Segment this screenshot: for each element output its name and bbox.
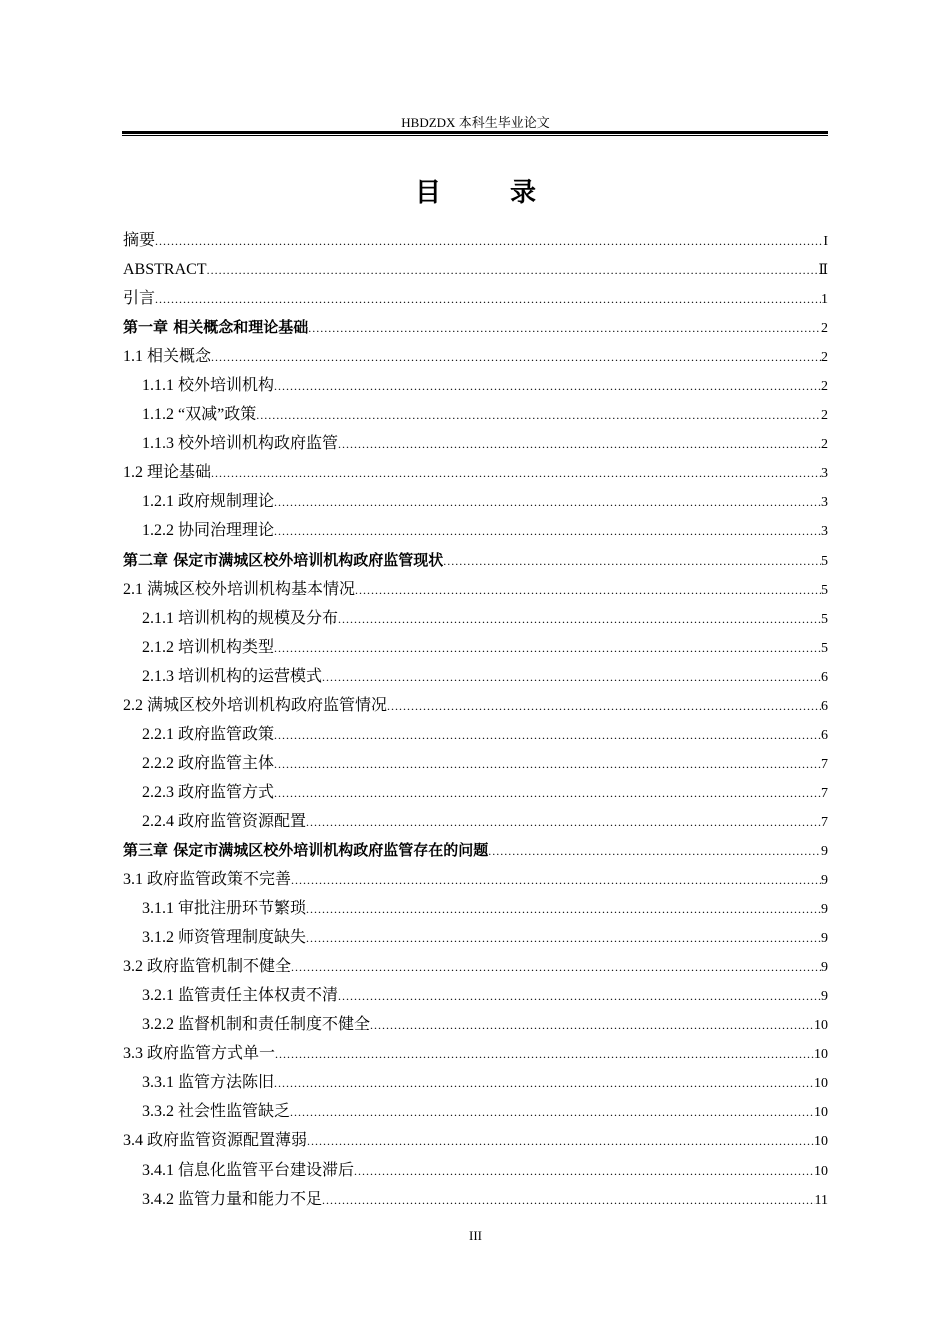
toc-entry-page: 6: [821, 698, 828, 714]
dot-leader: [155, 285, 821, 314]
dot-leader: [275, 1040, 814, 1069]
toc-entry-page: 7: [821, 756, 828, 772]
toc-entry[interactable]: [123, 371, 828, 400]
toc-entry-label: 1.1 相关概念: [123, 348, 212, 366]
page-number: III: [469, 1228, 482, 1243]
toc-entry[interactable]: [123, 487, 828, 516]
dot-leader: [306, 895, 821, 924]
toc-entry-label: 2.2.1 政府监管政策: [142, 725, 275, 743]
toc-entry-label: 3.3.1 监管方法陈旧: [142, 1074, 275, 1092]
toc-entry[interactable]: [123, 865, 828, 894]
toc-entry[interactable]: [123, 749, 828, 778]
toc-entry-label: 2.2.2 政府监管主体: [142, 754, 275, 772]
toc-entry-label: 1.1.2 “双减”政策: [142, 406, 257, 424]
toc-entry[interactable]: [123, 546, 828, 575]
toc-entry[interactable]: [123, 575, 828, 604]
toc-entry-label: 1.2.2 协同治理理论: [142, 522, 275, 540]
toc-entry-label: 3.2 政府监管机制不健全: [123, 958, 292, 976]
toc-entry-label: 3.3.2 社会性监管缺乏: [142, 1103, 291, 1121]
toc-entry-label: 3.1 政府监管政策不完善: [123, 871, 292, 889]
toc-entry[interactable]: [123, 400, 828, 429]
toc-entry-page: 9: [821, 843, 828, 859]
toc-entry[interactable]: [123, 604, 828, 633]
toc-entry-label: 摘要: [123, 232, 156, 249]
toc-entry-label: 1.2 理论基础: [123, 464, 212, 482]
toc-entry-label: 2.1.1 培训机构的规模及分布: [142, 609, 339, 627]
toc-entry-page: 7: [821, 785, 828, 801]
dot-leader: [256, 401, 821, 430]
toc-entry[interactable]: [123, 1126, 828, 1155]
toc-entry-label: 3.4.2 监管力量和能力不足: [142, 1190, 323, 1208]
dot-leader: [443, 547, 821, 576]
toc-entry-page: 9: [821, 873, 828, 889]
toc-entry-label: 第三章 保定市满城区校外培训机构政府监管存在的问题: [123, 840, 489, 859]
toc-entry[interactable]: [123, 662, 828, 691]
toc-entry-label: 3.2.1 监管责任主体权责不清: [142, 987, 339, 1005]
dot-leader: [274, 1069, 814, 1098]
dot-leader: [207, 256, 819, 285]
toc-entry-label: 3.4 政府监管资源配置薄弱: [123, 1132, 308, 1150]
toc-entry-page: 6: [821, 727, 828, 743]
toc-entry-label: 第二章 保定市满城区校外培训机构政府监管现状: [123, 550, 444, 569]
toc-entry-page: 2: [821, 350, 828, 366]
toc-entry[interactable]: [123, 284, 828, 313]
dot-leader: [290, 1098, 814, 1127]
toc-entry[interactable]: [123, 952, 828, 981]
toc-entry-page: 5: [821, 611, 828, 627]
toc-entry-label: 3.3 政府监管方式单一: [123, 1045, 276, 1063]
toc-entry-label: 3.4.1 信息化监管平台建设滞后: [142, 1161, 355, 1179]
toc-entry-label: 2.1.3 培训机构的运营模式: [142, 667, 323, 685]
toc-entry[interactable]: [123, 1010, 828, 1039]
toc-entry-label: 1.1.1 校外培训机构: [142, 377, 275, 395]
toc-entry-page: 5: [821, 553, 828, 569]
dot-leader: [308, 314, 821, 343]
dot-leader: [354, 1157, 814, 1186]
toc-entry-label: 3.2.2 监督机制和责任制度不健全: [142, 1016, 371, 1034]
dot-leader: [274, 517, 821, 546]
dot-leader: [274, 721, 821, 750]
toc-entry[interactable]: [123, 1039, 828, 1068]
toc-entry[interactable]: [123, 1097, 828, 1126]
toc-entry-page: 10: [814, 1134, 828, 1150]
dot-leader: [211, 343, 821, 372]
toc-entry-page: 1: [821, 292, 828, 308]
toc-entry[interactable]: [123, 458, 828, 487]
toc-entry-page: 10: [814, 1105, 828, 1121]
toc-entry-page: 2: [821, 408, 828, 424]
dot-leader: [291, 866, 821, 895]
toc-entry[interactable]: [123, 923, 828, 952]
toc-entry[interactable]: [123, 778, 828, 807]
toc-entry[interactable]: [123, 894, 828, 923]
dot-leader: [338, 430, 821, 459]
toc-entry-label: 3.1.2 师资管理制度缺失: [142, 929, 307, 947]
toc-entry-page: 10: [814, 1018, 828, 1034]
toc-entry-label: 1.1.3 校外培训机构政府监管: [142, 435, 339, 453]
toc-entry[interactable]: [123, 807, 828, 836]
dot-leader: [274, 634, 821, 663]
toc-entry-page: 10: [814, 1163, 828, 1179]
toc-entry-label: 2.2 满城区校外培训机构政府监管情况: [123, 696, 388, 714]
dot-leader: [274, 779, 821, 808]
table-of-contents: [123, 226, 828, 1214]
toc-entry-page: 3: [821, 524, 828, 540]
dot-leader: [274, 372, 821, 401]
toc-entry-label: 3.1.1 审批注册环节繁琐: [142, 900, 307, 918]
toc-entry[interactable]: [123, 255, 828, 284]
dot-leader: [338, 982, 821, 1011]
toc-entry-label: 引言: [123, 290, 156, 308]
toc-entry[interactable]: [123, 981, 828, 1010]
toc-entry[interactable]: [123, 1185, 828, 1214]
toc-entry[interactable]: [123, 633, 828, 662]
toc-entry-page: 2: [821, 379, 828, 395]
toc-entry[interactable]: [123, 836, 828, 865]
toc-entry-page: 10: [814, 1076, 828, 1092]
toc-entry-page: 11: [814, 1192, 828, 1208]
toc-entry[interactable]: [123, 429, 828, 458]
toc-entry-page: 9: [821, 931, 828, 947]
header-rule-thin: [122, 135, 828, 136]
toc-entry-page: 2: [821, 321, 828, 337]
running-header: HBDZDX 本科生毕业论文: [401, 115, 550, 130]
toc-entry-label: 1.2.1 政府规制理论: [142, 493, 275, 511]
toc-entry[interactable]: [123, 1068, 828, 1097]
toc-entry[interactable]: [123, 342, 828, 371]
toc-entry-label: 2.2.3 政府监管方式: [142, 783, 275, 801]
header-rule-thick: [122, 131, 828, 134]
toc-entry-label: 2.2.4 政府监管资源配置: [142, 812, 307, 830]
toc-entry-page: 5: [821, 640, 828, 656]
toc-entry[interactable]: [123, 226, 828, 255]
toc-entry-label: 第一章 相关概念和理论基础: [123, 318, 309, 337]
toc-entry[interactable]: [123, 720, 828, 749]
dot-leader: [355, 576, 821, 605]
toc-entry-page: 9: [821, 960, 828, 976]
dot-leader: [370, 1011, 814, 1040]
dot-leader: [488, 837, 821, 866]
toc-entry-page: 6: [821, 669, 828, 685]
toc-entry-page: Ⅱ: [818, 263, 828, 279]
dot-leader: [211, 459, 821, 488]
toc-entry-page: 9: [821, 989, 828, 1005]
toc-entry-page: 10: [814, 1047, 828, 1063]
dot-leader: [387, 692, 821, 721]
toc-entry-page: 2: [821, 437, 828, 453]
toc-entry-label: 2.1.2 培训机构类型: [142, 638, 275, 656]
toc-entry-label: 2.1 满城区校外培训机构基本情况: [123, 580, 356, 598]
dot-leader: [155, 227, 823, 256]
dot-leader: [307, 1127, 814, 1156]
toc-entry-page: I: [823, 234, 828, 249]
page-title: 目 录: [414, 178, 567, 208]
toc-entry-label: ABSTRACT: [123, 261, 207, 279]
dot-leader: [306, 924, 821, 953]
dot-leader: [306, 808, 821, 837]
toc-entry[interactable]: [123, 516, 828, 545]
toc-entry[interactable]: [123, 691, 828, 720]
toc-entry-page: 9: [821, 902, 828, 918]
toc-entry[interactable]: [123, 1156, 828, 1185]
toc-entry[interactable]: [123, 313, 828, 342]
toc-entry-page: 3: [821, 466, 828, 482]
toc-entry-page: 7: [821, 814, 828, 830]
dot-leader: [274, 488, 821, 517]
dot-leader: [274, 750, 821, 779]
dot-leader: [322, 1186, 815, 1215]
dot-leader: [291, 953, 821, 982]
toc-entry-page: 5: [821, 582, 828, 598]
dot-leader: [338, 605, 821, 634]
dot-leader: [322, 663, 821, 692]
toc-entry-page: 3: [821, 495, 828, 511]
